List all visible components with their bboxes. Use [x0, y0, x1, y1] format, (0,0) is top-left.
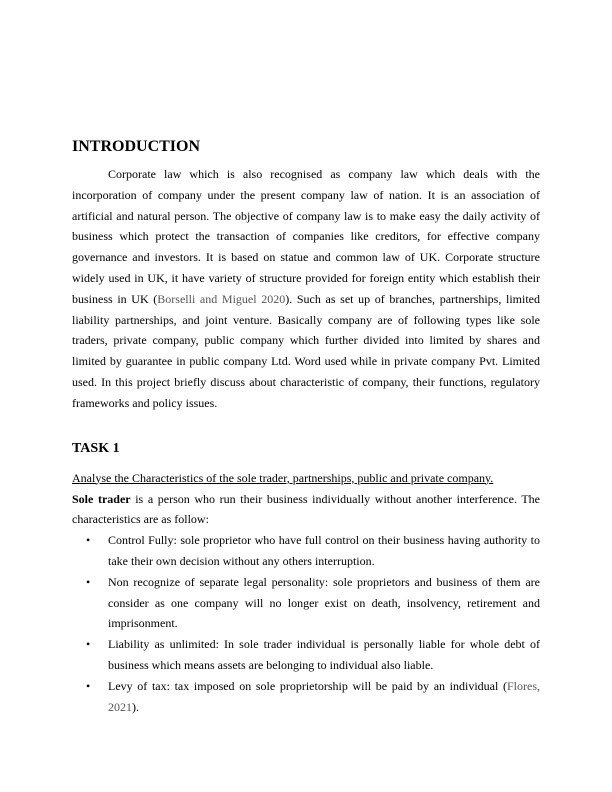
bullet-icon: •: [86, 574, 91, 589]
list-item-text: Liability as unlimited: In sole trader individual is personally liable for whole debt of business which means assets are belonging to individual also liable.: [108, 637, 540, 672]
list-item-citation: Flores, 2021: [108, 678, 540, 714]
list-item: [72, 530, 540, 572]
intro-text-part-2: ). Such as set up of branches, partnerships, limited liability partnerships, and joint venture. Basically company are of following types like sole traders, private company, public company which further divided into limited by shares and limited by guarantee in public company Ltd. Word used while in private company Pvt. Limited used. In this project briefly discuss about characteristic of company, their functions, regulatory frameworks and policy issues.: [72, 291, 540, 410]
task1-subtitle: Analyse the Characteristics of the sole trader, partnerships, public and private company.: [72, 470, 494, 485]
introduction-heading: INTRODUCTION: [72, 138, 201, 155]
list-item: [72, 634, 540, 676]
task1-heading: TASK 1: [72, 440, 120, 456]
sole-trader-description: is a person who run their business individually without another interference. The characteristics are as follow:: [72, 491, 540, 527]
list-item-text: Non recognize of separate legal personality: sole proprietors and business of them are consider as one company will no longer exist on death, insolvency, retirement and imprisonment.: [108, 574, 540, 631]
bullet-icon: •: [86, 637, 91, 652]
characteristics-list: [72, 530, 540, 717]
sole-trader-paragraph: [72, 489, 540, 531]
bullet-icon: •: [86, 533, 91, 548]
section-spacer: [72, 414, 540, 441]
document-page: [72, 138, 540, 717]
list-item-text-part-2: ).: [132, 699, 139, 714]
sole-trader-term: Sole trader: [72, 491, 131, 506]
intro-citation: Borselli and Miguel 2020: [157, 291, 286, 306]
intro-text-part-1: Corporate law which is also recognised as company law which deals with the incorporation of company under the present company law of nation. It is an association of artificial and natural person. The objective of company law is to make easy the daily activity of business which protect the transaction of companies like creditors, for effective company governance and investors. It is based on statue and common law of UK. Corporate structure widely used in UK, it have variety of structure provided for foreign entity which establish their business in UK (: [72, 167, 540, 306]
list-item-text-part-1: Levy of tax: tax imposed on sole proprietorship will be paid by an individual (: [108, 678, 507, 693]
list-item: [72, 676, 540, 718]
introduction-paragraph: [72, 164, 540, 414]
bullet-icon: •: [86, 678, 91, 693]
list-item-text: Control Fully: sole proprietor who have full control on their business having authority to take their own decision without any others interruption.: [108, 533, 540, 568]
list-item: [72, 572, 540, 634]
